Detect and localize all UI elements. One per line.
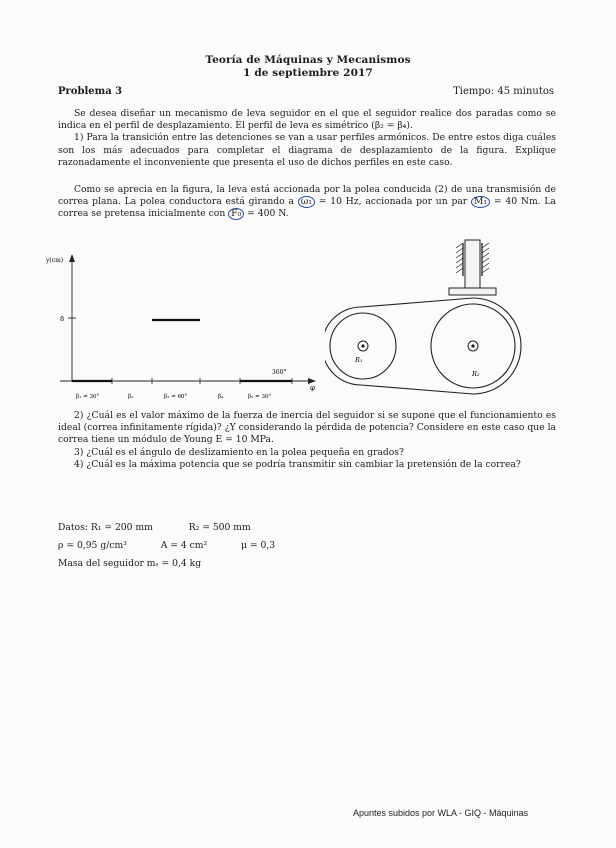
time-limit: Tiempo: 45 minutos [453, 86, 554, 97]
transmission-text-c: = 40 Nm. La correa se pretensa inicialmente con [58, 196, 556, 220]
x-axis-label: φ [310, 384, 315, 392]
pulley-1-axle [361, 344, 364, 347]
force-symbol: F₀ [228, 208, 244, 220]
belt-wrap-right [473, 298, 521, 394]
pulley-1-label: R₁ [355, 356, 363, 364]
question-3: 3) ¿Cuál es el ángulo de deslizamiento en la polea pequeña en grados? [74, 446, 404, 458]
data-label: Datos: [58, 522, 88, 533]
question-1: 1) Para la transición entre las detenciones se van a usar perfiles armónicos. De entre estos diga cuáles son los más adecuados para completar el diagrama de desplazamiento de la figura. Explique razonadamente el inconveniente que presenta el uso de dichos perfiles en este caso. [58, 132, 556, 168]
question-4: 4) ¿Cuál es la máxima potencia que se podría transmitir sin cambiar la pretensión de la correa? [74, 458, 521, 470]
intro-paragraph [58, 108, 556, 169]
data-r2: R₂ = 500 mm [188, 522, 251, 533]
transmission-paragraph [58, 184, 556, 221]
exam-date: 1 de septiembre 2017 [243, 67, 373, 79]
belt-pulley-diagram [325, 238, 525, 398]
beta-2-label: β₂ [128, 394, 134, 400]
intro-text: Se desea diseñar un mecanismo de leva seguidor en el que el seguidor realice dos paradas como se indica en el perfil de desplazamiento. El perfil de leva es simétrico (β₂ = β₄). [58, 108, 556, 132]
questions-block [58, 410, 556, 471]
y-tick-label: 8 [60, 315, 65, 323]
follower-plate [449, 288, 496, 295]
omega-symbol: ω₁ [298, 196, 315, 208]
problem-header [58, 86, 554, 97]
footer-credit: Apuntes subidos por WLA - GIQ - Máquinas [353, 808, 529, 818]
data-rho: ρ = 0,95 g/cm³ [58, 540, 127, 551]
question-2: 2) ¿Cuál es el valor máximo de la fuerza de inercia del seguidor si se supone que el funcionamiento es ideal (correa infinitamente rígida)? ¿Y considerando la pérdida de potencia? Considere en este caso que la correa tiene un módulo de Young E = 10 MPa. [58, 410, 556, 446]
data-mass: Masa del seguidor mₛ = 0,4 kg [58, 558, 202, 569]
problem-number: Problema 3 [58, 86, 123, 97]
data-line-2 [58, 540, 275, 552]
follower-stem [465, 240, 480, 290]
data-r1: R₁ = 200 mm [90, 522, 153, 533]
x-end-label: 360° [272, 369, 287, 376]
beta-5-label: β₅ = 30° [248, 394, 272, 400]
moment-symbol: M₁ [471, 196, 490, 208]
y-axis-label: y(cm) [46, 257, 64, 264]
transmission-text-d: = 400 N. [247, 208, 289, 220]
beta-4-label: β₄ [218, 394, 224, 400]
belt [361, 298, 473, 394]
displacement-diagram [40, 248, 330, 408]
data-mu: μ = 0,3 [241, 540, 276, 551]
transmission-text-a: Como se aprecia en la figura, la leva está accionada por la polea conducida (2) de una transmisión de correa plana. La polea conductora está girando a [58, 184, 556, 208]
transmission-text-b: = 10 Hz, accionada por un par [318, 196, 468, 208]
course-title: Teoría de Máquinas y Mecanismos [205, 54, 411, 66]
beta-1-label: β₁ = 30° [76, 394, 100, 400]
beta-3-label: β₃ = 60° [164, 394, 188, 400]
y-axis-arrow [69, 254, 75, 262]
data-area: A = 4 cm² [160, 540, 208, 551]
data-line-3 [58, 558, 201, 570]
pulley-2-label: R₂ [472, 370, 480, 378]
data-line-1 [58, 522, 251, 534]
pulley-2-axle [471, 344, 474, 347]
